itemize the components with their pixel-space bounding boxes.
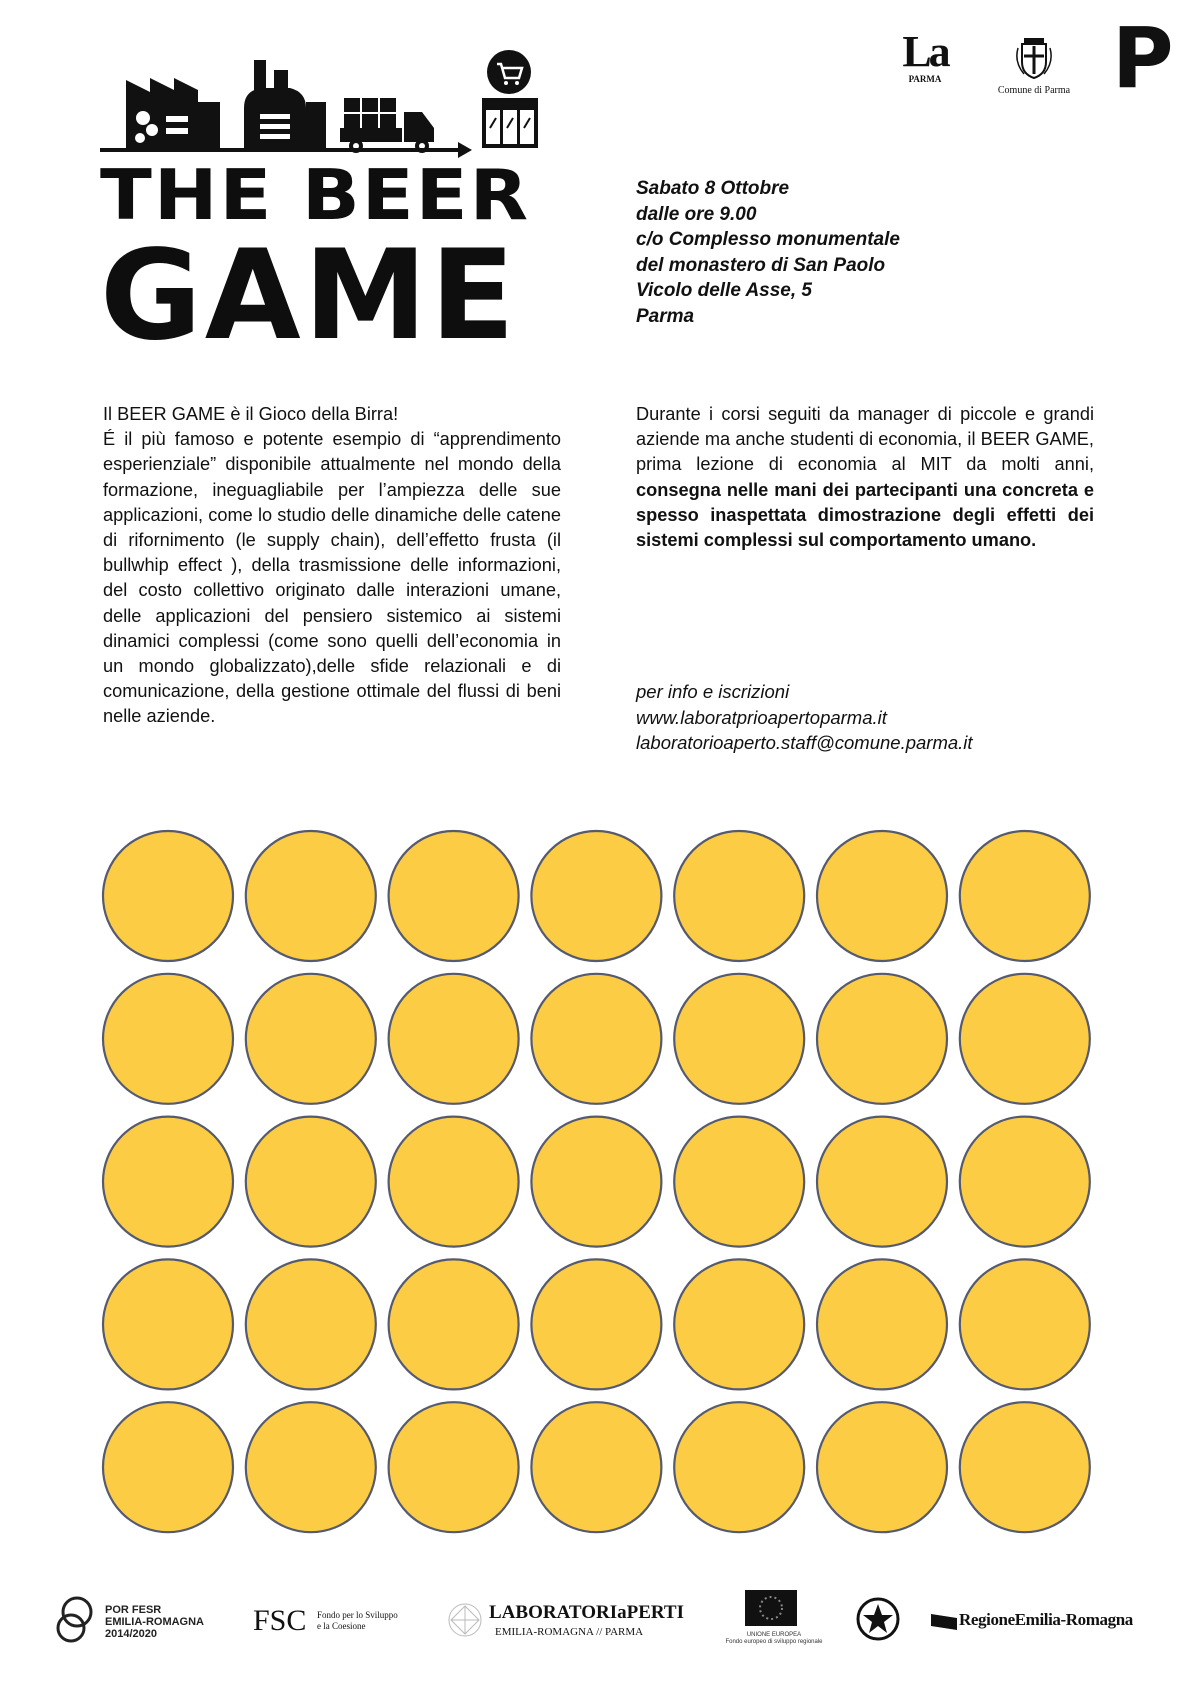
grid-circle: [531, 1259, 661, 1389]
grid-circle: [960, 1259, 1090, 1389]
title-line-1: THE BEER: [100, 153, 531, 236]
parma-p-logo: [1112, 9, 1174, 107]
grid-circle: [389, 1259, 519, 1389]
grid-circle: [674, 1117, 804, 1247]
event-address: Vicolo delle Asse, 5: [636, 280, 813, 302]
description-plain: Durante i corsi seguiti da manager di piccole e grandi aziende ma anche studenti di economia, il BEER GAME, prima lezione di economia al MIT da molti anni,: [636, 404, 1094, 475]
grid-circle: [389, 974, 519, 1104]
description-bold: consegna nelle mani dei partecipanti una concreta e spesso inaspettata dimostrazione degli effetti dei sistemi complessi sul comportamento umano.: [636, 479, 1094, 551]
contact-label: per info e iscrizioni: [636, 681, 790, 702]
por-fesr-swirl-icon: [55, 1594, 99, 1646]
contact-email[interactable]: laboratorioaperto.staff@comune.parma.it: [636, 732, 973, 753]
grid-circle: [531, 1402, 661, 1532]
event-date: Sabato 8 Ottobre: [636, 178, 790, 199]
region-flag-icon: [931, 1614, 957, 1630]
grid-circle: [531, 1117, 661, 1247]
intro-text: [103, 402, 561, 730]
comune-caption: Comune di Parma: [997, 85, 1071, 96]
truck-icon: [340, 98, 434, 153]
grid-circle: [389, 831, 519, 961]
supply-chain-illustration: [100, 48, 580, 166]
grid-circle: [246, 1117, 376, 1247]
event-city: Parma: [636, 305, 695, 327]
grid-circle: [103, 1259, 233, 1389]
grid-circle: [246, 1402, 376, 1532]
grid-circle: [246, 974, 376, 1104]
laboratori-aperti-line-1: EMILIA-ROMAGNA // PARMA: [495, 1626, 644, 1638]
event-time: dalle ore 9.00: [636, 203, 757, 225]
grid-circle: [960, 1402, 1090, 1532]
grid-circle: [103, 974, 233, 1104]
grid-circle: [817, 831, 947, 961]
contact-website[interactable]: www.laboratprioapertoparma.it: [636, 706, 887, 728]
eu-flag-icon: [745, 1590, 797, 1626]
republic-emblem-icon: [855, 1596, 901, 1642]
event-venue-line-1: c/o Complesso monumentale: [636, 229, 900, 251]
grid-circle: [103, 831, 233, 961]
la-mark: La: [902, 27, 948, 76]
bottom-sponsor-logos: [55, 1590, 1145, 1662]
regione-mark: RegioneEmilia-Romagna: [959, 1610, 1133, 1629]
grid-circle: [674, 1259, 804, 1389]
comune-crest-icon: [1014, 36, 1054, 80]
grid-circle: [960, 831, 1090, 961]
grid-circle: [674, 1402, 804, 1532]
grid-circle: [960, 1117, 1090, 1247]
fsc-line-1: Fondo per lo Sviluppo: [317, 1610, 398, 1620]
la-caption: PARMA: [908, 74, 942, 84]
title-line-2: GAME: [100, 224, 518, 368]
factory-icon: [126, 78, 220, 148]
shop-icon: [482, 50, 538, 148]
intro-body: É il più famoso e potente esempio di “apprendimento esperienziale” disponibile attualmente nel mondo della formazione, ineguagliabile per l’ampiezza delle sue applicazioni, come lo studio delle dinamiche delle catene di rifornimento (le supply chain), dell’effetto frusta (il bullwhip effect ), della trasmissione delle informazioni, del costo collettivo originato dalle interazioni umane, delle applicazioni del pensiero sistemico ai sistemi dinamici complessi (come sono quelli dell’economia in un mondo globalizzato),delle sfide relazionali e di comunicazione, della gestione ottimale del flussi di beni nelle aziende.: [103, 429, 561, 727]
brewery-icon: [244, 60, 326, 148]
grid-circle: [817, 1117, 947, 1247]
grid-circle: [817, 1259, 947, 1389]
por-fesr-line-1: POR FESR: [105, 1604, 162, 1616]
fsc-line-2: e la Coesione: [317, 1621, 366, 1631]
grid-circle: [246, 831, 376, 961]
p-mark: P: [1112, 9, 1174, 107]
intro-headline: Il BEER GAME è il Gioco della Birra!: [103, 404, 399, 424]
laboratori-aperti-mark: LABORATORIaPERTI: [489, 1602, 685, 1623]
poster-title: [100, 153, 580, 368]
eu-line-2: Fondo europeo di sviluppo regionale: [725, 1639, 823, 1645]
por-fesr-line-2: EMILIA-ROMAGNA: [105, 1616, 204, 1628]
eu-line-1: UNIONE EUROPEA: [746, 1632, 802, 1638]
grid-circle: [246, 1259, 376, 1389]
grid-circle: [674, 831, 804, 961]
event-venue-line-2: del monastero di San Paolo: [636, 254, 886, 276]
grid-circle: [817, 1402, 947, 1532]
grid-circle: [103, 1117, 233, 1247]
grid-circle: [103, 1402, 233, 1532]
grid-circle: [389, 1117, 519, 1247]
description-text: [636, 402, 1094, 553]
grid-circle: [674, 974, 804, 1104]
grid-circle: [960, 974, 1090, 1104]
por-fesr-line-3: 2014/2020: [105, 1628, 157, 1640]
network-icon: [445, 1600, 485, 1640]
grid-circle: [531, 831, 661, 961]
grid-circle: [389, 1402, 519, 1532]
laboratorio-aperto-logo: [890, 27, 960, 84]
grid-circle: [817, 974, 947, 1104]
contact-info: [636, 679, 1096, 756]
description-paragraph: [636, 402, 1094, 553]
grid-circle: [531, 974, 661, 1104]
top-sponsor-logos: [890, 9, 1180, 107]
comune-di-parma-logo: [990, 36, 1078, 96]
event-details: [636, 176, 1096, 330]
fsc-mark: FSC: [253, 1604, 307, 1637]
